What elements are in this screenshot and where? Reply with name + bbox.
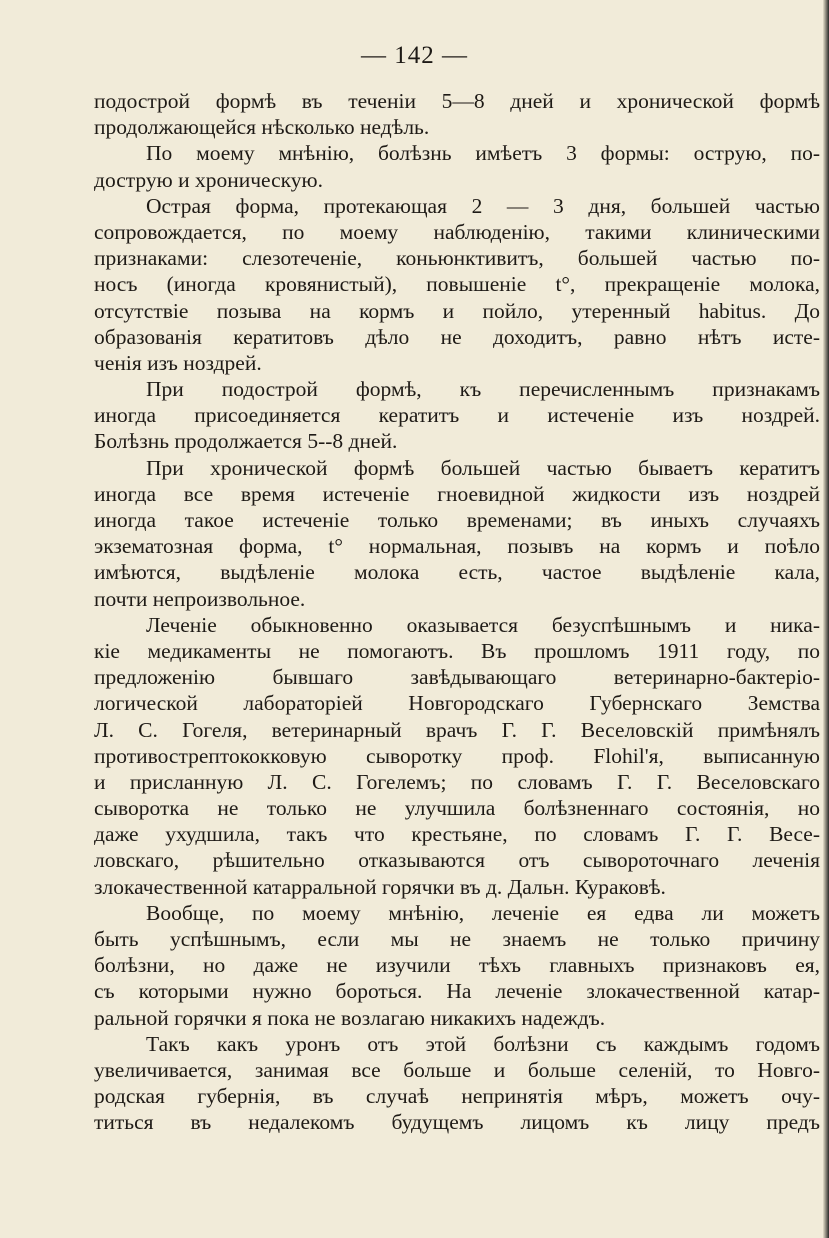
text-line: родская губернія, въ случаѣ непринятія мѣръ, можетъ очу- bbox=[94, 1084, 820, 1109]
page-body-text bbox=[94, 88, 820, 1136]
paragraph bbox=[94, 376, 820, 455]
text-line: съ которыми нужно бороться. На леченіе злокачественной катар- bbox=[94, 979, 820, 1004]
text-line: иногда такое истеченіе только временами; въ иныхъ случаяхъ bbox=[94, 508, 820, 532]
paragraph bbox=[94, 612, 820, 900]
text-line: Л. С. Гогеля, ветеринарный врачъ Г. Г. Веселовскій примѣнялъ bbox=[94, 717, 820, 742]
page-number: — 142 — bbox=[361, 42, 468, 69]
text-line: быть успѣшнымъ, если мы не знаемъ не только причину bbox=[94, 927, 820, 951]
paragraph bbox=[94, 193, 820, 376]
text-line: даже ухудшила, такъ что крестьяне, по словамъ Г. Г. Весе- bbox=[94, 822, 820, 847]
text-line: подострой формѣ въ теченіи 5—8 дней и хронической формѣ bbox=[94, 89, 820, 113]
text-line: продолжающейся нѣсколько недѣль. bbox=[94, 115, 430, 140]
text-line: экзематозная форма, t° нормальная, позывъ на кормъ и поѣло bbox=[94, 534, 820, 559]
paragraph bbox=[94, 455, 820, 612]
text-line: Вообще, по моему мнѣнію, леченіе ея едва ли можетъ bbox=[146, 900, 820, 925]
text-line: увеличивается, занимая все больше и больше селеній, то Новго- bbox=[94, 1057, 820, 1082]
text-line: и присланную Л. С. Гогелемъ; по словамъ Г. Г. Веселовскаго bbox=[94, 769, 820, 794]
text-line: По моему мнѣнію, болѣзнь имѣетъ 3 формы: острую, по- bbox=[146, 141, 820, 166]
text-line: носъ (иногда кровянистый), повышеніе t°, прекращеніе молока, bbox=[94, 272, 820, 297]
text-line: болѣзни, но даже не изучили тѣхъ главныхъ признаковъ ея, bbox=[94, 953, 820, 978]
text-line: дострую и хроническую. bbox=[94, 167, 323, 192]
text-line: ральной горячки я пока не возлагаю никакихъ надеждъ. bbox=[94, 1005, 606, 1030]
text-line: злокачественной катарральной горячки въ д. Дальн. Кураковѣ. bbox=[94, 874, 666, 899]
text-line: При хронической формѣ большей частью бываетъ кератитъ bbox=[146, 455, 820, 480]
text-line: ловскаго, рѣшительно отказываются отъ сывороточнаго леченія bbox=[94, 848, 820, 873]
text-line: логической лабораторіей Новгородскаго Губернскаго Земства bbox=[94, 691, 820, 716]
text-line: противострептококковую сыворотку проф. Flohil'я, выписанную bbox=[94, 743, 820, 768]
text-line: предложенію бывшаго завѣдывающаго ветеринарно-бактеріо- bbox=[94, 665, 820, 690]
text-line: сыворотка не только не улучшила болѣзненнаго состоянія, но bbox=[94, 796, 820, 821]
text-line: ченія изъ ноздрей. bbox=[94, 350, 262, 375]
paragraph bbox=[94, 900, 820, 1031]
text-line: отсутствіе позыва на кормъ и пойло, утеренный habitus. До bbox=[94, 298, 820, 323]
text-line: сопровождается, по моему наблюденію, такими клиническими bbox=[94, 219, 820, 244]
text-line: имѣются, выдѣленіе молока есть, частое выдѣленіе кала, bbox=[94, 560, 820, 585]
text-line: признаками: слезотеченіе, коньюнктивитъ, большей частью по- bbox=[94, 246, 820, 271]
text-line: титься въ недалекомъ будущемъ лицомъ къ лицу предъ bbox=[94, 1110, 820, 1135]
text-line: почти непроизвольное. bbox=[94, 586, 306, 611]
text-line: Леченіе обыкновенно оказывается безуспѣшнымъ и ника- bbox=[146, 612, 820, 637]
text-line: При подострой формѣ, къ перечисленнымъ признакамъ bbox=[146, 377, 820, 402]
paragraph bbox=[94, 140, 820, 192]
text-line: Такъ какъ уронъ отъ этой болѣзни съ каждымъ годомъ bbox=[146, 1031, 820, 1056]
text-line: кіе медикаменты не помогаютъ. Въ прошломъ 1911 году, по bbox=[94, 638, 820, 663]
text-line: Острая форма, протекающая 2 — 3 дня, большей частью bbox=[146, 193, 820, 218]
paragraph bbox=[94, 88, 820, 140]
text-line: иногда все время истеченіе гноевидной жидкости изъ ноздрей bbox=[94, 481, 820, 506]
text-line: образованія кератитовъ дѣло не доходитъ, равно нѣтъ исте- bbox=[94, 324, 820, 349]
page-edge-shadow bbox=[823, 0, 829, 1238]
text-line: Болѣзнь продолжается 5--8 дней. bbox=[94, 429, 398, 454]
paragraph bbox=[94, 1031, 820, 1136]
text-line: иногда присоединяется кератитъ и истеченіе изъ ноздрей. bbox=[94, 403, 820, 428]
